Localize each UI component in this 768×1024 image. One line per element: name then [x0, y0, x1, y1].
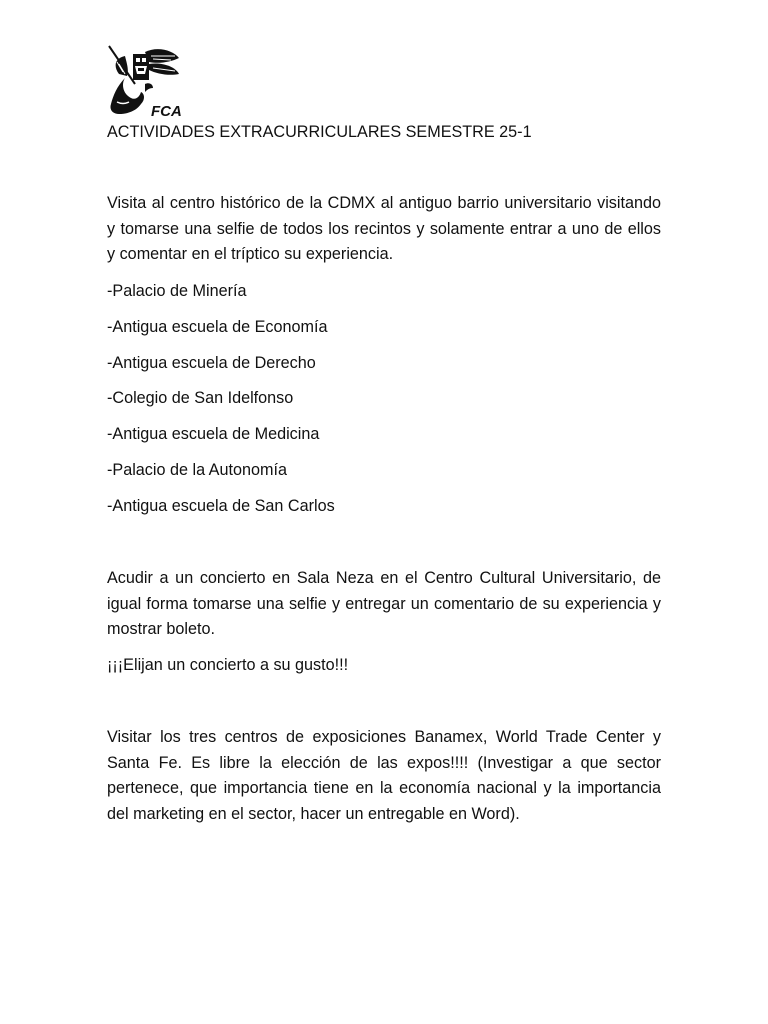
document-heading: ACTIVIDADES EXTRACURRICULARES SEMESTRE 25-1 [107, 123, 532, 141]
list-item: -Palacio de Minería [107, 282, 247, 300]
list-item: -Antigua escuela de Economía [107, 318, 328, 336]
list-item: -Palacio de la Autonomía [107, 461, 287, 479]
section-2 [107, 566, 661, 643]
section-2-paragraph: Acudir a un concierto en Sala Neza en el Centro Cultural Universitario, de igual forma tomarse una selfie y entregar un comentario de su experiencia y mostrar boleto. [107, 569, 661, 638]
fca-logo [105, 44, 183, 120]
section-1 [107, 191, 661, 268]
section-3-paragraph: Visitar los tres centros de exposiciones Banamex, World Trade Center y Santa Fe. Es libre la elección de las expos!!!! (Investigar a que sector pertenece, que importancia tiene en la economía nacional y la importancia del marketing en el sector, hacer un entregable en Word). [107, 728, 661, 823]
list-item: -Antigua escuela de San Carlos [107, 497, 335, 515]
fca-logo-icon [105, 44, 183, 120]
section-1-paragraph: Visita al centro histórico de la CDMX al antiguo barrio universitario visitando y tomarse una selfie de todos los recintos y solamente entrar a uno de ellos y comentar en el tríptico su experiencia. [107, 194, 661, 263]
svg-text:FCA: FCA [151, 103, 182, 120]
list-item: -Antigua escuela de Medicina [107, 425, 320, 443]
section-2-note: ¡¡¡Elijan un concierto a su gusto!!! [107, 656, 349, 674]
list-item: -Antigua escuela de Derecho [107, 354, 316, 372]
list-item: -Colegio de San Idelfonso [107, 389, 294, 407]
section-3 [107, 725, 661, 827]
